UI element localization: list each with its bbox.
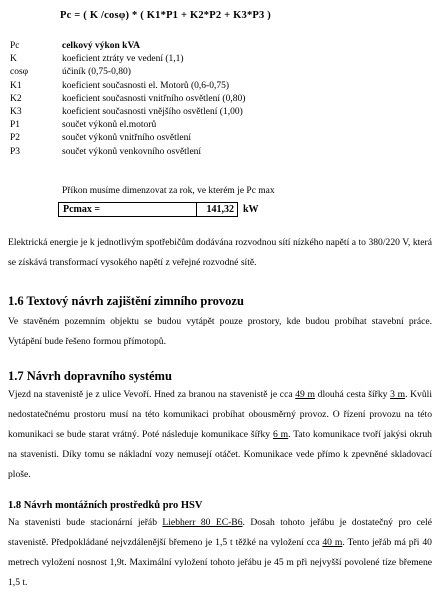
definition-row: [10, 40, 245, 53]
energy-paragraph: Elektrická energie je k jednotlivým spotřebičům dodávána rozvodnou sítí nízkého napětí a to 380/220 V, která se získává transformací vysokého napětí z veřejné rozvodné sítě.: [8, 237, 432, 268]
text-run: Vjezd na stavenistě je z ulice Vevoří. Hned za branou na stavenistě je cca: [8, 389, 296, 400]
definition-text: součet výkonů vnitřního osvětlení: [62, 133, 192, 144]
definition-row: [10, 93, 245, 106]
pcmax-value: 141,32: [206, 204, 234, 215]
text-run: . Kvůli nedostatečnému prostoru musí na této komunikaci probíhat obousměrný provoz. O řízení provozu na této komunikaci se bude starat vrátný. Poté následuje komunikace šířky: [8, 389, 432, 440]
pcmax-unit: kW: [243, 204, 259, 215]
text-run: Na stavenisti bude stacionární jeřáb: [8, 517, 163, 528]
pcmax-label: Pcmax =: [59, 203, 197, 216]
definition-row: [10, 53, 245, 66]
section-1-8-text: [8, 513, 432, 593]
underlined-value: Liebherr 80 EC-B6: [162, 517, 243, 528]
prikon-note: Příkon musíme dimenzovat za rok, ve kterém je Pc max: [62, 186, 275, 196]
text-run: dlouhá cesta šířky: [314, 389, 391, 400]
text-run: . Tento jeřáb má při 40 metrech vyložení nosnost 1,9t. Maximální vyložení tohoto jeřábu je 45 m při nejvyšší povolené tíze břemene 1,5 t.: [8, 537, 432, 588]
underlined-value: 6 m: [272, 429, 289, 440]
definition-text: koeficient ztráty ve vedení (1,1): [62, 54, 184, 65]
definition-row: [10, 132, 245, 145]
definition-text: celkový výkon kVA: [62, 41, 140, 51]
definition-symbol: K3: [10, 106, 22, 117]
underlined-value: 40 m: [322, 537, 343, 548]
definition-row: [10, 119, 245, 132]
definition-symbol: P1: [10, 120, 21, 131]
definition-symbol: Pc: [10, 41, 20, 51]
definition-text: koeficient současnosti el. Motorů (0,6-0,75): [62, 80, 230, 91]
definition-text: koeficient současnosti vnitřního osvětlení (0,80): [62, 93, 246, 104]
section-heading-1-6: 1.6 Textový návrh zajištění zimního provozu: [8, 294, 244, 308]
definition-row: [10, 106, 245, 119]
underlined-value: 3 m: [390, 389, 406, 400]
definitions-list: [10, 40, 245, 159]
definition-symbol: P2: [10, 133, 21, 144]
text-run: . Tato komunikace tvoří jakýsi okruh na stavenisti. Díky tomu se nákladní vozy nemusejí otáčet. Komunikace vede přímo k zpevněné skladovací ploše.: [8, 429, 432, 480]
pcmax-result: [58, 202, 259, 217]
power-formula: Pc = ( K /cosφ) * ( K1*P1 + K2*P2 + K3*P3 ): [60, 10, 271, 21]
definition-row: [10, 146, 245, 159]
underlined-value: 49 m: [295, 389, 315, 400]
definition-symbol: K: [10, 54, 17, 65]
text-run: . Dosah tohoto jeřábu je dostatečný pro celé stavenistě. Předpokládané nejvzdálenější břemeno je 1,5 t těžké na vyložení cca: [8, 517, 432, 548]
definition-symbol: P3: [10, 146, 21, 157]
definition-symbol: cosφ: [10, 67, 29, 78]
section-heading-1-8: 1.8 Návrh montážních prostředků pro HSV: [8, 500, 203, 511]
pcmax-box: [58, 202, 238, 217]
definition-row: [10, 80, 245, 93]
definition-symbol: K1: [10, 80, 22, 91]
section-1-6-text: Ve stavěném pozemním objektu se budou vytápět pouze prostory, kde budou probíhat stavební práce. Vytápění bude řešeno formou přímotopů.: [8, 316, 432, 347]
section-heading-1-7: 1.7 Návrh dopravního systému: [8, 369, 172, 383]
definition-text: součet výkonů venkovního osvětlení: [62, 146, 202, 157]
definition-text: součet výkonů el.motorů: [62, 120, 157, 131]
definition-row: [10, 66, 245, 79]
section-1-7-text: [8, 385, 432, 485]
definition-text: koeficient současnosti vnějšího osvětlení (1,00): [62, 106, 243, 117]
definition-symbol: K2: [10, 93, 22, 104]
definition-text: účiník (0,75-0,80): [62, 67, 131, 78]
